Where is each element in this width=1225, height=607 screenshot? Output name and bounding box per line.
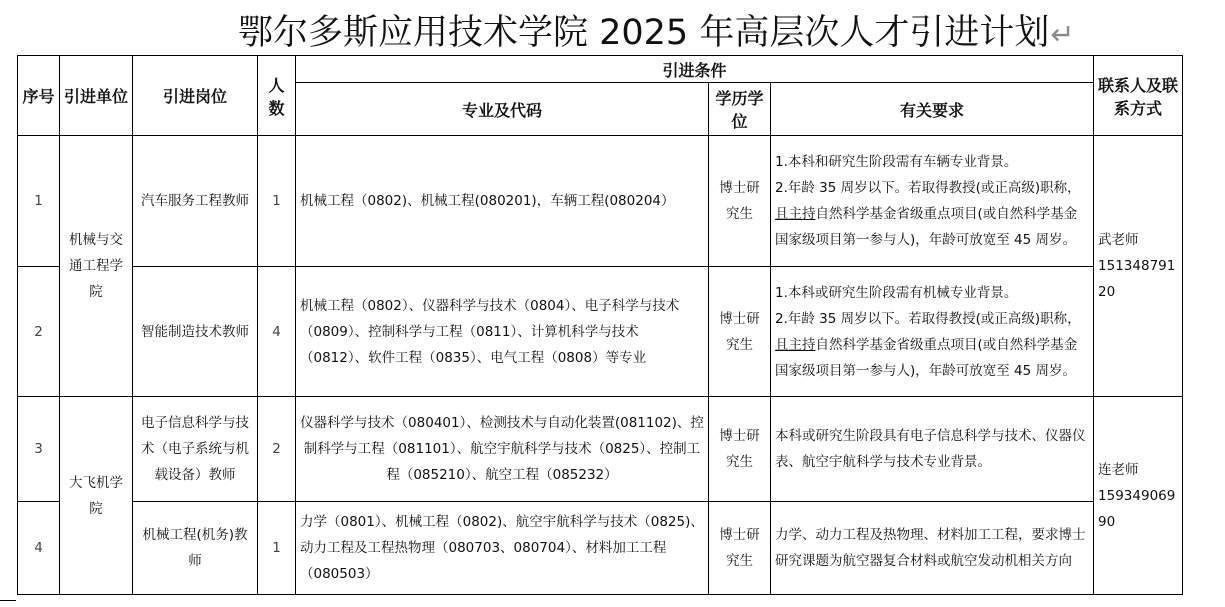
table-row bbox=[18, 267, 1183, 397]
position-cell: 智能制造技术教师 bbox=[133, 267, 258, 397]
requirements-cell bbox=[771, 136, 1094, 267]
requirement-1: 1.本科和研究生阶段需有车辆专业背景。 bbox=[775, 154, 1018, 170]
contact-cell: 连老师 159349069 90 bbox=[1094, 397, 1183, 595]
count-cell: 1 bbox=[258, 502, 296, 595]
header-degree: 学历学位 bbox=[709, 83, 771, 136]
paragraph-mark: ↵ bbox=[1050, 17, 1075, 51]
position-cell: 机械工程(机务)教师 bbox=[133, 502, 258, 595]
count-cell: 2 bbox=[258, 397, 296, 502]
major-cell: 机械工程（0802）、仪器科学与技术（0804）、电子科学与技术（0809）、控制科学与工程（0811）、计算机科学与技术（0812）、软件工程（0835）、电气工程（0808）等专业 bbox=[296, 267, 709, 397]
header-major: 专业及代码 bbox=[296, 83, 709, 136]
unit-cell: 大飞机学院 bbox=[60, 397, 133, 595]
row-seq: 1 bbox=[18, 136, 60, 267]
header-seq: 序号 bbox=[18, 56, 60, 136]
degree-cell: 博士研究生 bbox=[709, 502, 771, 595]
row-seq: 4 bbox=[18, 502, 60, 595]
page-corner-mark bbox=[0, 600, 16, 601]
row-seq: 2 bbox=[18, 267, 60, 397]
requirements-cell: 本科或研究生阶段具有电子信息科学与技术、仪器仪表、航空宇航科学与技术专业背景。 bbox=[771, 397, 1094, 502]
major-cell: 机械工程（0802)、机械工程(080201)，车辆工程(080204） bbox=[296, 136, 709, 267]
header-unit: 引进单位 bbox=[60, 56, 133, 136]
recruitment-table bbox=[17, 55, 1183, 595]
unit-cell: 机械与交通工程学院 bbox=[60, 136, 133, 397]
contact-cell: 武老师 151348791 20 bbox=[1094, 136, 1183, 397]
header-contact: 联系人及联系方式 bbox=[1094, 56, 1183, 136]
row-seq: 3 bbox=[18, 397, 60, 502]
requirements-cell bbox=[771, 267, 1094, 397]
document-title bbox=[238, 8, 1074, 58]
requirements-cell: 力学、动力工程及热物理、材料加工工程，要求博士研究课题为航空器复合材料或航空发动机相关方向 bbox=[771, 502, 1094, 595]
table-row bbox=[18, 502, 1183, 595]
title-text: 鄂尔多斯应用技术学院 2025 年高层次人才引进计划 bbox=[238, 13, 1050, 53]
header-conditions: 引进条件 bbox=[296, 56, 1094, 83]
major-cell: 力学（0801）、机械工程（0802)、航空宇航科学与技术（0825)、动力工程及工程热物理（080703、080704）、材料加工工程（080503） bbox=[296, 502, 709, 595]
requirement-1: 1.本科或研究生阶段需有机械专业背景。 bbox=[775, 284, 1018, 301]
requirement-2: 2.年龄 35 周岁以下。若取得教授(或正高级)职称，且主持自然科学基金省级重点项目(或自然科学基金国家级项目第一参与人)，年龄可放宽至 45 周岁。 bbox=[775, 310, 1081, 379]
requirement-2: 2.年龄 35 周岁以下。若取得教授(或正高级)职称，且主持自然科学基金省级重点项目(或自然科学基金国家级项目第一参与人)，年龄可放宽至 45 周岁。 bbox=[775, 180, 1081, 248]
count-cell: 1 bbox=[258, 136, 296, 267]
header-count: 人数 bbox=[258, 56, 296, 136]
major-cell: 仪器科学与技术（080401）、检测技术与自动化装置(081102)、控制科学与工程（081101）、航空宇航科学与技术（0825）、控制工程（085210）、航空工程（085232） bbox=[296, 397, 709, 502]
table-row bbox=[18, 397, 1183, 502]
position-cell: 汽车服务工程教师 bbox=[133, 136, 258, 267]
degree-cell: 博士研究生 bbox=[709, 267, 771, 397]
header-requirements: 有关要求 bbox=[771, 83, 1094, 136]
degree-cell: 博士研究生 bbox=[709, 136, 771, 267]
count-cell: 4 bbox=[258, 267, 296, 397]
position-cell: 电子信息科学与技术（电子系统与机载设备）教师 bbox=[133, 397, 258, 502]
table-row bbox=[18, 136, 1183, 267]
degree-cell: 博士研究生 bbox=[709, 397, 771, 502]
header-position: 引进岗位 bbox=[133, 56, 258, 136]
